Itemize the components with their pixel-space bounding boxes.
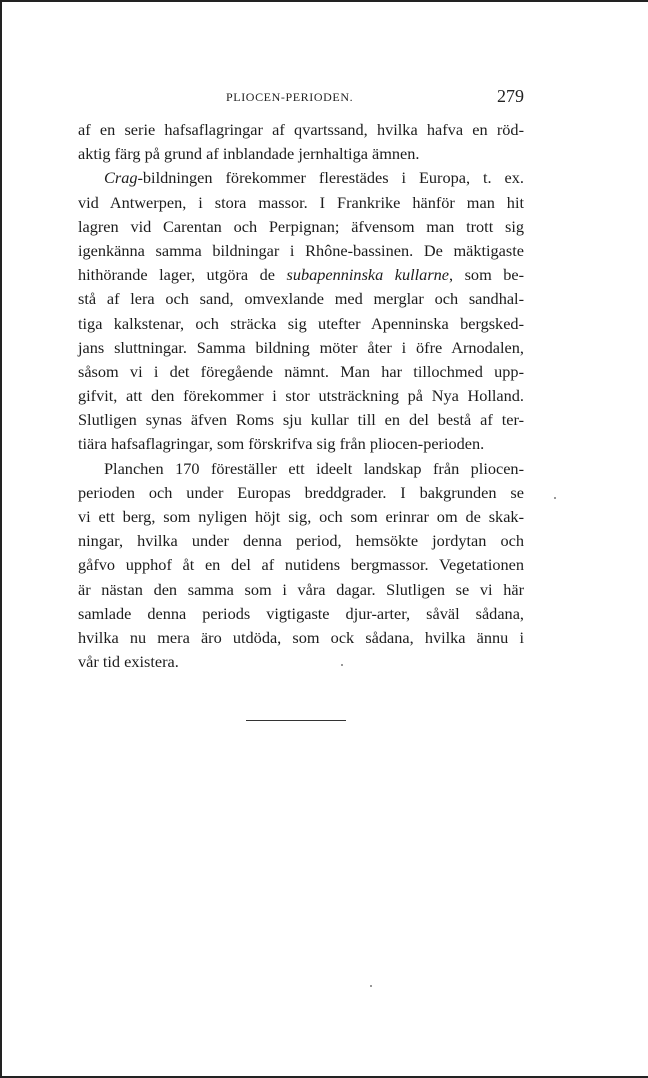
text-line: är nästan den samma som i våra dagar. Slutligen se vi här: [78, 579, 524, 599]
page-number: 279: [497, 86, 524, 106]
text-line: Slutligen synas äfven Roms sju kullar till en del bestå af ter-: [78, 410, 524, 430]
text-line: jans sluttningar. Samma bildning möter åter i öfre Arnodalen,: [78, 337, 524, 357]
text-line: vi ett berg, som nyligen höjt sig, och som erinrar om de skak-: [78, 507, 524, 526]
text-line: hvilka nu mera äro utdöda, som ock sådana, hvilka ännu i: [78, 627, 524, 647]
italic-term: Crag: [104, 168, 138, 188]
text-line: samlade denna periods vigtigaste djur-arter, såväl sådana,: [78, 603, 524, 623]
text-line: tiga kalkstenar, och sträcka sig utefter Apenninska bergsked-: [78, 313, 524, 333]
text-line: Planchen 170 föreställer ett ideelt landskap från pliocen-: [104, 458, 524, 478]
running-title: PLIOCEN-PERIODEN.: [226, 90, 354, 104]
page-header: [78, 88, 524, 112]
text-line-rest: -bildningen förekommer flerestädes i Europa, t. ex.: [137, 168, 524, 188]
text-line: gåfvo upphof åt en del af nutidens bergmassor. Vegetationen: [78, 555, 524, 575]
scan-speck: [370, 985, 372, 987]
text-line: [78, 166, 524, 190]
text-line: stå af lera och sand, omvexlande med merglar och sandhal-: [78, 289, 524, 309]
text-line: vår tid existera.: [78, 652, 179, 672]
text-line: såsom vi i det föregående nämnt. Man har tillochmed upp-: [78, 361, 524, 381]
text-line: ningar, hvilka under denna period, hemsökte jordytan och: [78, 531, 524, 551]
text-line: perioden och under Europas breddgrader. I bakgrunden se: [78, 482, 524, 502]
paragraph-2: [78, 166, 524, 456]
text-line: gifvit, att den förekommer i stor utsträckning på Nya Holland.: [78, 386, 524, 406]
text-line: vid Antwerpen, i stora massor. I Frankrike hänför man hit: [78, 192, 524, 212]
scan-speck: [341, 664, 343, 666]
text-line-start: hithörande lager, utgöra de: [78, 265, 275, 285]
paragraph-3: [78, 457, 524, 675]
italic-term: subapenninska kullarne: [286, 265, 450, 285]
body-text: [78, 118, 524, 674]
text-line: tiära hafsaflagringar, som förskrifva sig från pliocen-perioden.: [78, 434, 485, 454]
section-divider: [246, 720, 346, 721]
text-line: aktig färg på grund af inblandade jernhaltiga ämnen.: [78, 144, 420, 164]
text-line: af en serie hafsaflagringar af qvartssand, hvilka hafva en röd-: [78, 120, 524, 139]
paragraph-1: [78, 118, 524, 166]
scan-speck: [554, 497, 556, 499]
text-line: igenkänna samma bildningar i Rhône-bassinen. De mäktigaste: [78, 240, 524, 260]
text-line-end: , som be-: [449, 265, 525, 285]
text-line: lagren vid Carentan och Perpignan; äfvensom man trott sig: [78, 216, 524, 236]
text-line: [78, 263, 524, 287]
